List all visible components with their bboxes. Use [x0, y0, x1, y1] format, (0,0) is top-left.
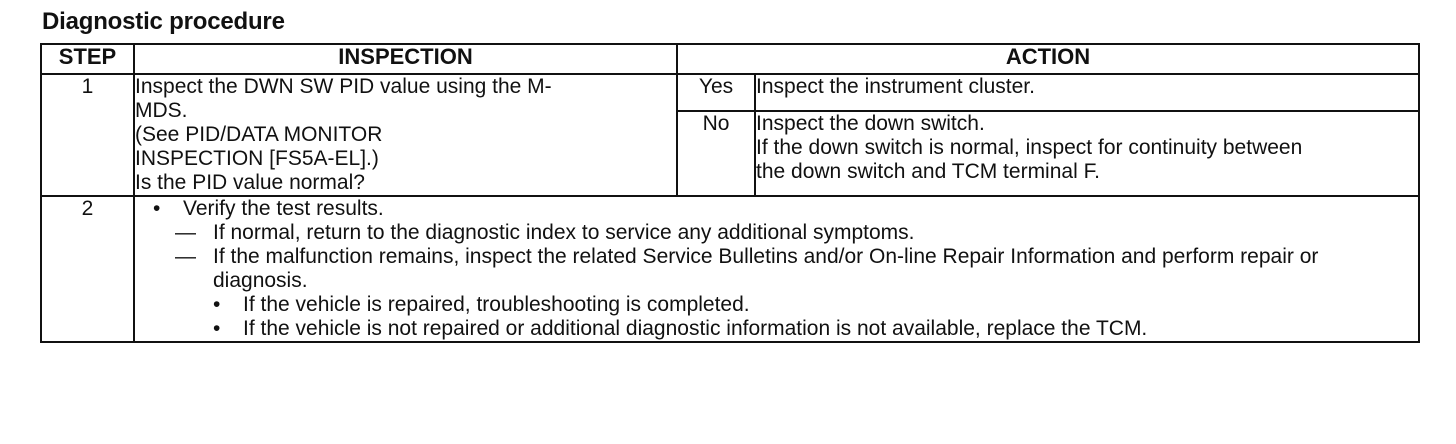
- step-number: 2: [41, 196, 134, 342]
- yes-label: Yes: [677, 74, 755, 111]
- sub-bullet-text: If the vehicle is not repaired or additional diagnostic information is not available, replace the TCM.: [243, 317, 1148, 340]
- inspection-line: (See PID/DATA MONITOR: [135, 123, 383, 146]
- bullet-icon: •: [213, 293, 221, 316]
- inspection-line: MDS.: [135, 99, 188, 122]
- step-number: 1: [41, 74, 134, 196]
- bullet-icon: •: [213, 317, 221, 340]
- action-line: If the down switch is normal, inspect for continuity between: [756, 135, 1303, 159]
- result-cell: [134, 196, 1419, 342]
- sub-bullet-text: If the vehicle is repaired, troubleshooting is completed.: [243, 293, 750, 316]
- header-action: ACTION: [677, 44, 1419, 74]
- action-line: the down switch and TCM terminal F.: [756, 159, 1100, 183]
- sub-bullet-item: [135, 317, 1418, 341]
- bullet-icon: •: [153, 197, 161, 220]
- page-title: Diagnostic procedure: [42, 8, 285, 35]
- bullet-item: [135, 197, 1418, 221]
- action-line: Inspect the down switch.: [756, 111, 985, 135]
- header-step: STEP: [41, 44, 134, 74]
- yes-action: Inspect the instrument cluster.: [755, 74, 1419, 111]
- dash-icon: —: [175, 245, 196, 268]
- dash-text: If the malfunction remains, inspect the related Service Bulletins and/or On-line Repair Information and perform repair or diagnosis.: [213, 245, 1319, 292]
- header-row: [41, 44, 1419, 74]
- table-row: [41, 74, 1419, 111]
- inspection-line: INSPECTION [FS5A-EL].): [135, 147, 379, 170]
- dash-item: [135, 245, 1418, 293]
- table-row: [41, 196, 1419, 342]
- inspection-line: Is the PID value normal?: [135, 171, 365, 194]
- dash-item: [135, 221, 1418, 245]
- inspection-line: Inspect the DWN SW PID value using the M-: [135, 75, 552, 98]
- sub-bullet-item: [135, 293, 1418, 317]
- no-label: No: [677, 111, 755, 196]
- bullet-text: Verify the test results.: [183, 197, 384, 220]
- inspection-cell: [134, 74, 677, 196]
- dash-text: If normal, return to the diagnostic index to service any additional symptoms.: [213, 221, 915, 244]
- dash-icon: —: [175, 221, 196, 244]
- diagnostic-table: [40, 43, 1420, 343]
- no-action-cell: [755, 111, 1419, 196]
- header-inspection: INSPECTION: [134, 44, 677, 74]
